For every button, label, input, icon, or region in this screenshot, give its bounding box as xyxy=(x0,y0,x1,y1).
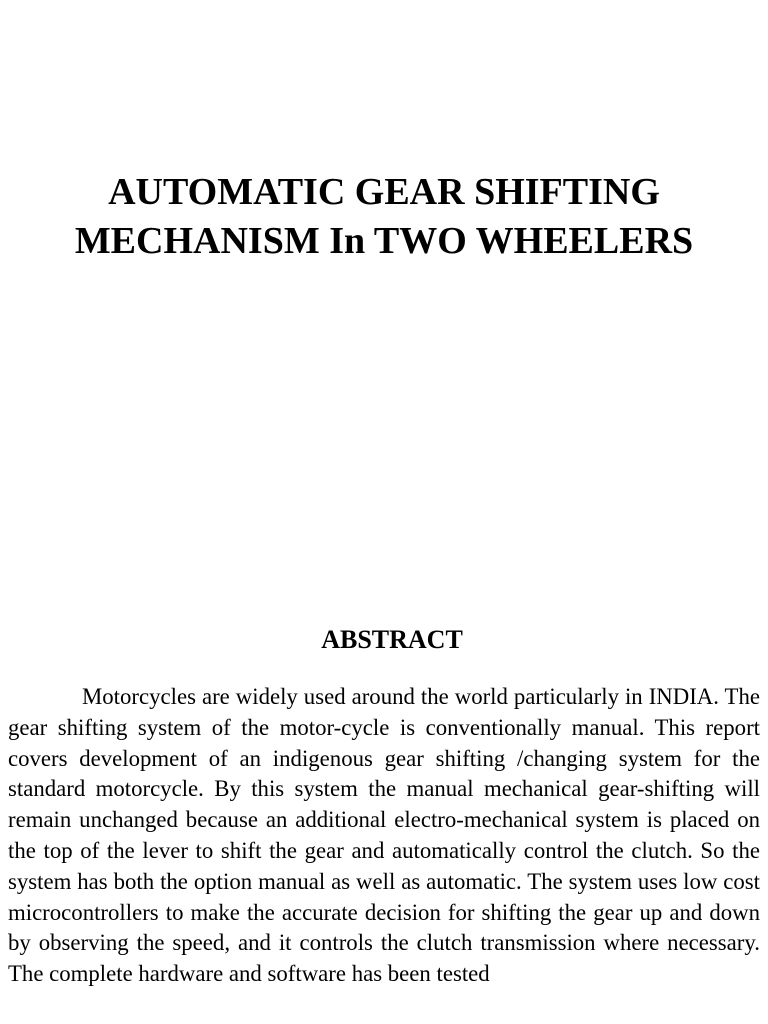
document-title xyxy=(0,168,768,266)
title-line-2: MECHANISM In TWO WHEELERS xyxy=(74,220,694,262)
abstract-paragraph: Motorcycles are widely used around the world particularly in INDIA. The gear shifting system of the motor-cycle is conventionally manual. This report covers development of an indigenous gear shifting /changing system for the standard motorcycle. By this system the manual mechanical gear-shifting will remain unchanged because an additional electro-mechanical system is placed on the top of the lever to shift the gear and automatically control the clutch. So the system has both the option manual as well as automatic. The system uses low cost microcontrollers to make the accurate decision for shifting the gear up and down by observing the speed, and it controls the clutch transmission where necessary. The complete hardware and software has been tested xyxy=(8,684,760,987)
abstract-heading: ABSTRACT xyxy=(321,625,463,654)
title-line-1: AUTOMATIC GEAR SHIFTING xyxy=(108,171,660,213)
